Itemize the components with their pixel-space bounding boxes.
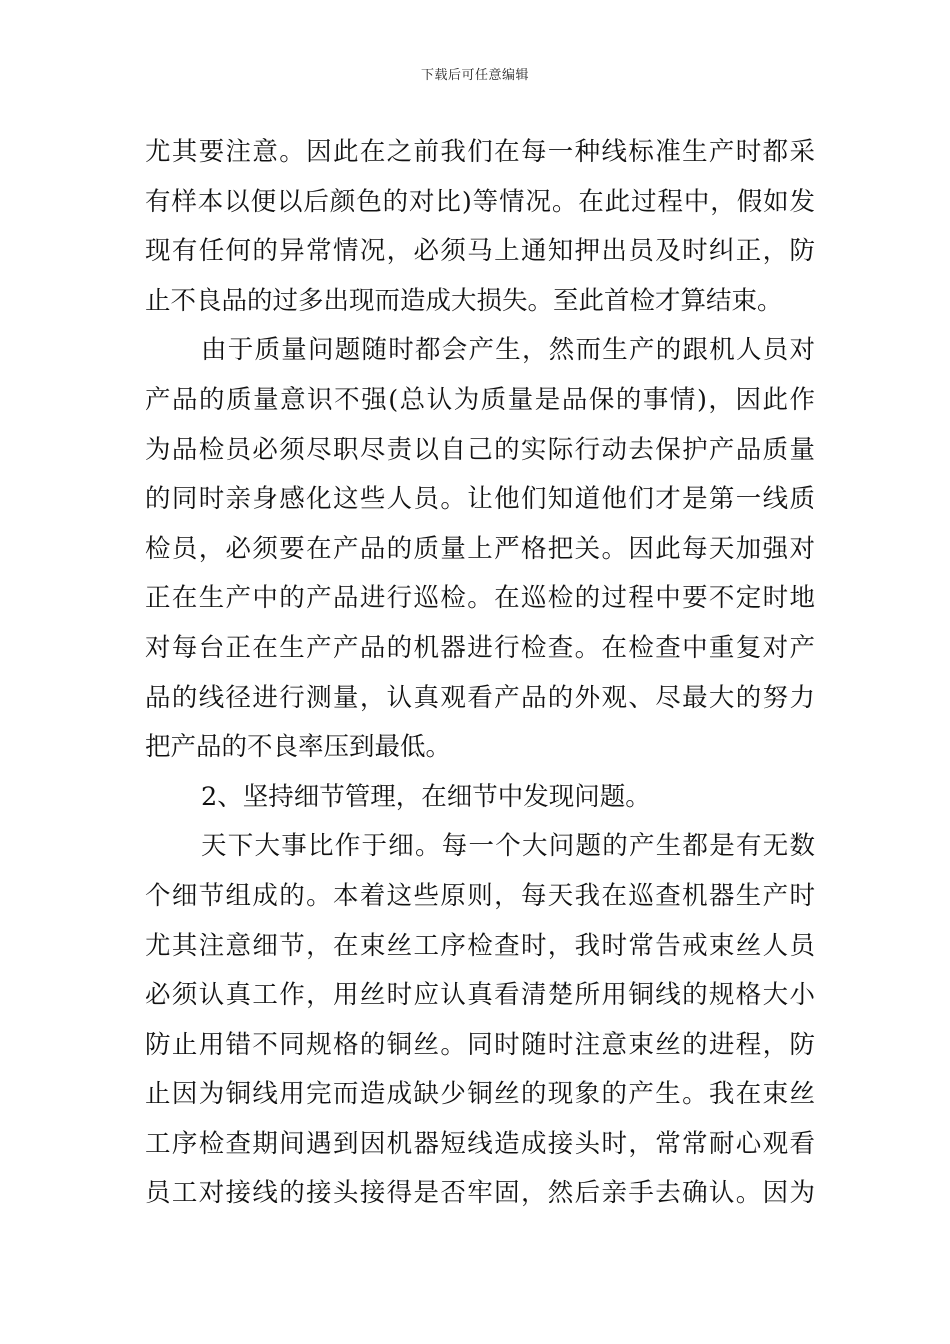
text-line: 现有任何的异常情况，必须马上通知押出员及时纠正，防: [145, 236, 815, 267]
text-line: 止不良品的过多出现而造成大损失。至此首检才算结束。: [145, 285, 783, 316]
text-line: 有样本以便以后颜色的对比)等情况。在此过程中，假如发: [145, 186, 815, 217]
text-line: 个细节组成的。本着这些原则，每天我在巡查机器生产时: [145, 880, 815, 911]
text-line: 把产品的不良率压到最低。: [145, 732, 452, 763]
text-line: 2、坚持细节管理，在细节中发现问题。: [201, 781, 651, 812]
text-line: 尤其注意细节，在束丝工序检查时，我时常告戒束丝人员: [145, 930, 815, 961]
text-line: 的同时亲身感化这些人员。让他们知道他们才是第一线质: [145, 484, 815, 515]
text-line: 尤其要注意。因此在之前我们在每一种线标准生产时都采: [145, 137, 815, 167]
text-line: 品的线径进行测量，认真观看产品的外观、尽最大的努力: [145, 682, 815, 713]
text-line: 为品检员必须尽职尽责以自己的实际行动去保护产品质量: [145, 434, 815, 465]
text-line: 检员，必须要在产品的质量上严格把关。因此每天加强对: [145, 533, 815, 564]
text-line: 必须认真工作，用丝时应认真看清楚所用铜线的规格大小: [145, 980, 815, 1011]
text-line: 对每台正在生产产品的机器进行检查。在检查中重复对产: [145, 632, 815, 663]
text-line: 止因为铜线用完而造成缺少铜丝的现象的产生。我在束丝: [145, 1079, 815, 1110]
text-line: 产品的质量意识不强(总认为质量是品保的事情)，因此作: [145, 384, 815, 415]
text-line: 防止用错不同规格的铜丝。同时随时注意束丝的进程，防: [145, 1029, 815, 1060]
text-line: 员工对接线的接头接得是否牢固，然后亲手去确认。因为: [145, 1178, 815, 1209]
text-line: 天下大事比作于细。每一个大问题的产生都是有无数: [201, 831, 815, 862]
text-line: 工序检查期间遇到因机器短线造成接头时，常常耐心观看: [145, 1128, 815, 1159]
page-header: 下载后可任意编辑: [420, 68, 529, 83]
text-line: 正在生产中的产品进行巡检。在巡检的过程中要不定时地: [145, 583, 815, 614]
text-line: 由于质量问题随时都会产生，然而生产的跟机人员对: [201, 335, 815, 366]
document-body: [145, 128, 815, 1219]
